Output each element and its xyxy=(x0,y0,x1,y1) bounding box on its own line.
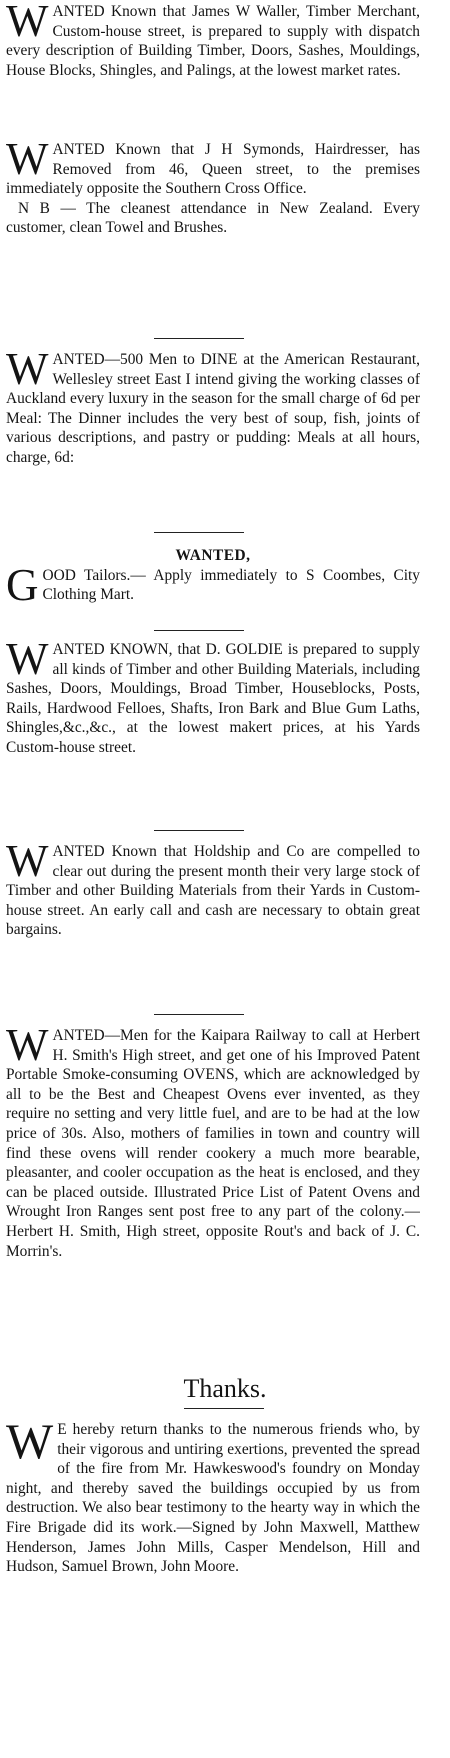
ad-body: ANTED Known that James W Waller, Timber Merchant, Custom-house street, is prepared to supply with dispatch every description of Building Timber, Doors, Sashes, Mouldings, House Blocks, Shingles, and Palings, at the lowest market rates. xyxy=(6,3,420,79)
ad-body: ANTED KNOWN, that D. GOLDIE is prepared to supply all kinds of Timber and other Building Materials, including Sashes, Doors, Mouldings, Broad Timber, Houseblocks, Posts, Rails, Hardwood Felloes, Shafts, Iron Bark and Blue Gum Laths, Shingles,&c.,&c., at the lowest makert prices, at his Yards Custom-house street. xyxy=(6,641,420,756)
drop-cap: W xyxy=(6,1026,49,1070)
ad-holdship xyxy=(6,842,420,1002)
ad-smith-ovens xyxy=(6,1026,420,1362)
ad-body: OOD Tailors.— Apply immediately to S Coombes, City Clothing Mart. xyxy=(42,566,420,604)
thanks-notice xyxy=(6,1420,420,1756)
drop-cap: W xyxy=(6,350,49,394)
ad-note: N B — The cleanest attendance in New Zealand. Every customer, clean Towel and Brushes. xyxy=(6,199,420,237)
title-rule xyxy=(184,1408,264,1409)
drop-cap: W xyxy=(6,842,49,886)
ad-waller xyxy=(6,2,420,134)
drop-cap: W xyxy=(6,2,49,46)
drop-cap: W xyxy=(6,640,49,684)
column-rule xyxy=(154,830,244,831)
drop-cap: W xyxy=(6,1420,54,1469)
ad-american-restaurant xyxy=(6,350,420,520)
column-rule xyxy=(154,630,244,631)
ad-heading: WANTED, xyxy=(175,547,251,564)
ad-body: ANTED Known that J H Symonds, Hairdresser, has Removed from 46, Queen street, to the premises immediately opposite the Southern Cross Office. xyxy=(6,141,420,198)
drop-cap: G xyxy=(6,559,39,610)
column-rule xyxy=(154,338,244,339)
thanks-title: Thanks. xyxy=(183,1374,267,1403)
ad-symonds xyxy=(6,140,420,326)
column-rule xyxy=(154,532,244,533)
thanks-body: E hereby return thanks to the numerous friends who, by their vigorous and untiring exertions, prevented the spread of the fire from Mr. Hawkeswood's foundry on Monday night, and thereby saved the buildings occupied by us from destruction. We also bear testimony to the hearty way in which the Fire Brigade did its work.—Signed by John Maxwell, Matthew Henderson, James John Mills, Casper Mendelson, Hill and Hudson, Samuel Brown, John Moore. xyxy=(6,1421,420,1576)
ad-goldie xyxy=(6,640,420,818)
ad-body: ANTED—500 Men to DINE at the American Restaurant, Wellesley street East I intend giving the working classes of Auckland every luxury in the season for the small charge of 6d per Meal: The Dinner includes the very best of soup, fish, joints of various descriptions, and pastry or pudding: Meals at all hours, charge, 6d: xyxy=(6,351,420,466)
ad-body: ANTED Known that Holdship and Co are compelled to clear out during the present month their very large stock of Timber and other Building Materials from their Yards in Custom-house street. An early call and cash are necessary to obtain great bargains. xyxy=(6,843,420,939)
ad-tailors xyxy=(6,546,420,622)
ad-body: ANTED—Men for the Kaipara Railway to call at Herbert H. Smith's High street, and get one of his Improved Patent Portable Smoke-consuming OVENS, which are acknowledged by all to be the Best and Cheapest Ovens ever invented, as they require no setting and very little fuel, and are to be had at the low price of 30s. Also, mothers of families in town and country will find these ovens will render cookery a much more bearable, pleasanter, and cooler occupation as the heat is enclosed, and they can be placed outside. Illustrated Price List of Patent Ovens and Wrought Iron Ranges sent post free to any part of the colony.—Herbert H. Smith, High street, opposite Rout's and back of J. C. Morrin's. xyxy=(6,1027,420,1260)
column-rule xyxy=(154,1014,244,1015)
drop-cap: W xyxy=(6,140,49,184)
